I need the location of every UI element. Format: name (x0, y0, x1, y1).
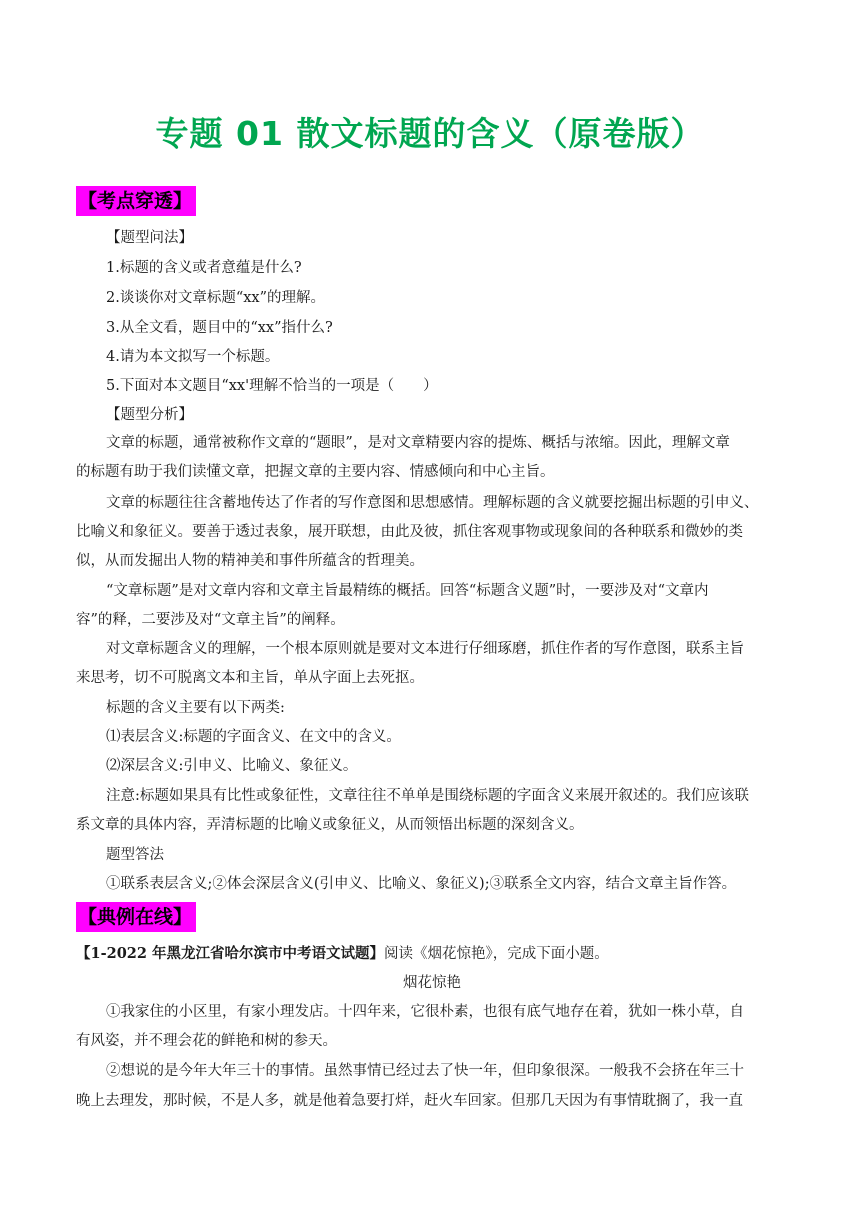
text-line: 2.谈谈你对文章标题“xx”的理解。 (106, 290, 326, 306)
example-header (76, 944, 788, 964)
text-line: 对文章标题含义的理解，一个根本原则就是要对文本进行仔细琢磨，抓住作者的写作意图，联系主旨 (106, 641, 744, 657)
text-line: 似，从而发掘出人物的精神美和事件所蕴含的哲理美。 (76, 553, 424, 569)
passage-line: 晚上去理发，那时候，不是人多，就是他着急要打烊，赶火车回家。但那几天因为有事情耽搁了，我一直 (76, 1093, 743, 1109)
text-line: 1.标题的含义或者意蕴是什么? (106, 260, 302, 276)
text-line: ⑴表层含义:标题的字面含义、在文中的含义。 (106, 729, 401, 745)
text-line: 容”的释，二要涉及对“文章主旨”的阐释。 (76, 612, 345, 628)
example-source: 【1-2022 年黑龙江省哈尔滨市中考语文试题】 (76, 945, 385, 962)
text-line: 标题的含义主要有以下两类: (106, 700, 285, 716)
text-line: “文章标题”是对文章内容和文章主旨最精练的概括。回答“标题含义题”时，一要涉及对“文章内 (106, 583, 709, 599)
text-line: 5.下面对本文题目“xx'理解不恰当的一项是（ ） (106, 378, 438, 394)
text-line: ①联系表层含义;②体会深层含义(引申义、比喻义、象征义);③联系全文内容，结合文章主旨作答。 (106, 876, 737, 892)
example-instruction: 阅读《烟花惊艳》，完成下面小题。 (384, 946, 609, 962)
text-line: 系文章的具体内容，弄清标题的比喻义或象征义，从而领悟出标题的深刻含义。 (76, 817, 584, 833)
page-title: 专题 01 散文标题的含义（原卷版） (155, 114, 705, 153)
text-line: 4.请为本文拟写一个标题。 (106, 349, 280, 365)
passage-line: ①我家住的小区里，有家小理发店。十四年来，它很朴素，也很有底气地存在着，犹如一株小草，自 (106, 1004, 744, 1020)
text-line: 来思考，切不可脱离文本和主旨，单从字面上去死抠。 (76, 670, 424, 686)
text-line: ⑵深层含义:引申义、比喻义、象征义。 (106, 758, 358, 774)
passage-line: ②想说的是今年大年三十的事情。虽然事情已经过去了快一年，但印象很深。一般我不会挤在年三十 (106, 1063, 744, 1079)
text-line: 的标题有助于我们读懂文章，把握文章的主要内容、情感倾向和中心主旨。 (76, 464, 555, 480)
text-line: 【题型问法】 (106, 230, 193, 246)
text-line: 比喻义和象征义。要善于透过表象，展开联想，由此及彼，抓住客观事物或现象间的各种联系和微妙的类 (76, 524, 743, 540)
text-line: 文章的标题，通常被称作文章的“题眼”，是对文章精要内容的提炼、概括与浓缩。因此，理解文章 (106, 435, 730, 451)
text-line: 注意:标题如果具有比性或象征性，文章往往不单单是围绕标题的字面含义来展开叙述的。我们应该联 (106, 788, 749, 804)
passage-line: 有风姿，并不理会花的鲜艳和树的参天。 (76, 1033, 337, 1049)
section-label-exam-points: 【考点穿透】 (76, 186, 196, 216)
text-line: 【题型分析】 (106, 407, 193, 423)
passage-title: 烟花惊艳 (403, 975, 461, 991)
text-line: 3.从全文看，题目中的“xx”指什么? (106, 320, 333, 336)
section-label-examples: 【典例在线】 (76, 902, 196, 932)
text-line: 题型答法 (106, 847, 164, 863)
text-line: 文章的标题往往含蓄地传达了作者的写作意图和思想感情。理解标题的含义就要挖掘出标题的引申义、 (106, 495, 759, 511)
